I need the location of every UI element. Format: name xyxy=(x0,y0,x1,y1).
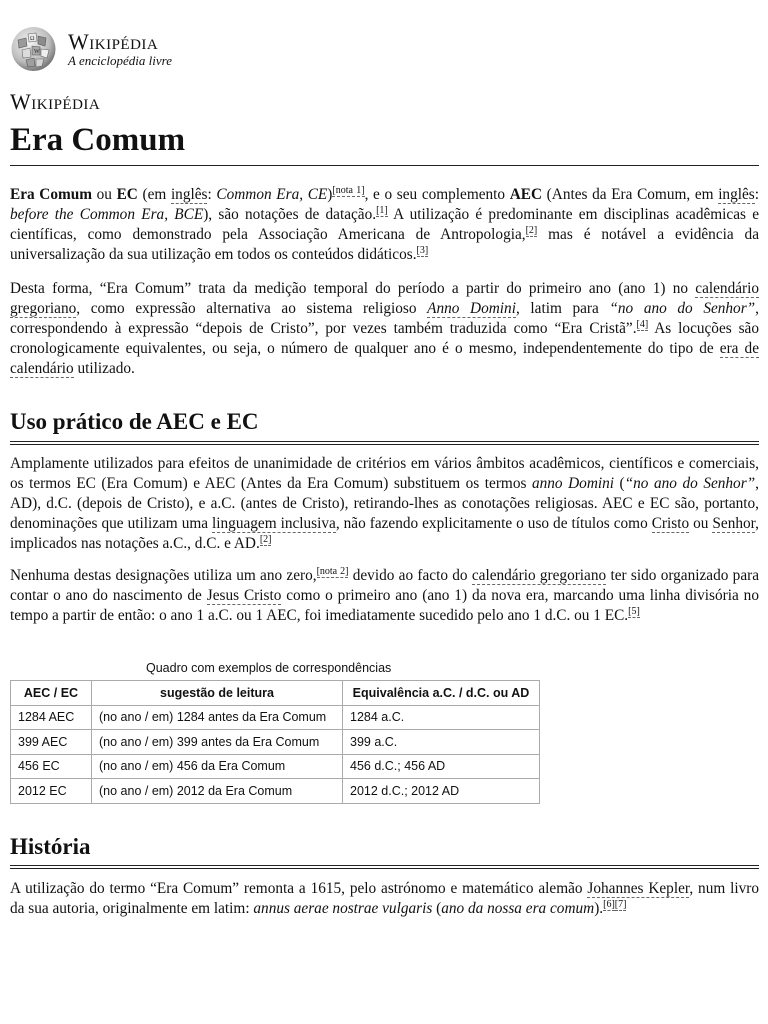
table-cell: (no ano / em) 399 antes da Era Comum xyxy=(92,730,343,755)
citation-ref[interactable]: [6] xyxy=(603,898,615,910)
text: (em xyxy=(137,186,171,203)
table-cell: 2012 d.C.; 2012 AD xyxy=(343,779,540,804)
text-italic: Common Era, CE xyxy=(216,186,328,203)
title-divider xyxy=(10,165,759,166)
column-header: sugestão de leitura xyxy=(92,681,343,706)
text: ) xyxy=(327,186,333,203)
link-ingles[interactable]: inglês xyxy=(718,186,755,203)
text: como o primeiro ano (ano 1) da nova era, marcando uma linha divisória no tempo a partir de então: o ano 1 a.C. ou 1 AEC, foi imediatamente sucedido pelo ano 1 d.C. ou 1 EC. xyxy=(10,587,759,624)
table-cell: (no ano / em) 2012 da Era Comum xyxy=(92,779,343,804)
text: Amplamente utilizados para efeitos de unanimidade de critérios em vários âmbitos acadêmicos, científicos e comerciais, os termos EC (Era Comum) e AEC (Antes da Era Comum) substituem os termos xyxy=(10,455,759,492)
text: ter sido organizado para contar o ano do nascimento de xyxy=(10,567,759,604)
term-aec: AEC xyxy=(509,186,543,203)
text: utilizado. xyxy=(73,360,135,377)
section-heading-historia: História xyxy=(10,834,91,859)
text-italic: before the Common Era, BCE xyxy=(10,206,204,223)
text: , como expressão alternativa ao sistema religioso xyxy=(76,300,428,317)
text: , não fazendo explicitamente o uso de títulos como xyxy=(335,515,652,532)
table-cell: 2012 EC xyxy=(11,779,92,804)
text-italic: “no ano do Senhor” xyxy=(609,300,756,317)
text: , AD), d.C. (depois de Cristo), e a.C. (antes de Cristo), retirando-lhes as conotações religiosas. AEC e EC são, portanto, denominações que utilizam uma xyxy=(10,475,759,532)
text: : xyxy=(207,186,217,203)
citation-ref[interactable]: [2] xyxy=(259,533,272,545)
text: Nenhuma destas designações utiliza um ano zero, xyxy=(10,567,317,584)
table-cell: (no ano / em) 1284 antes da Era Comum xyxy=(92,705,343,730)
text: , latim para xyxy=(515,300,610,317)
citation-ref[interactable]: [7] xyxy=(614,898,627,910)
text: (Antes da Era Comum, em xyxy=(542,186,719,203)
text: , num livro da sua autoria, originalmente em latim: xyxy=(10,880,759,917)
link-era-de-calendario[interactable]: era de calendário xyxy=(10,340,759,377)
citation-ref[interactable]: [1] xyxy=(376,204,388,216)
section2-paragraph-1 xyxy=(10,879,759,919)
link-cristo[interactable]: Cristo xyxy=(651,515,690,532)
term-ec: EC xyxy=(116,186,138,203)
citation-ref[interactable]: [3] xyxy=(416,244,429,256)
intro-paragraph-1 xyxy=(10,185,759,265)
citation-ref[interactable]: [2] xyxy=(525,224,538,236)
text: devido ao facto do xyxy=(348,567,472,584)
table-cell: 399 AEC xyxy=(11,730,92,755)
header-wordmark: Wikipédia xyxy=(10,89,101,114)
note-ref[interactable]: [nota 2] xyxy=(316,565,349,577)
table-row xyxy=(11,730,540,755)
text: ou xyxy=(689,515,713,532)
table-caption: Quadro com exemplos de correspondências xyxy=(146,661,392,675)
section1-paragraph-1 xyxy=(10,454,759,554)
table-header-row xyxy=(11,681,540,706)
table-cell: 1284 a.C. xyxy=(343,705,540,730)
section1-paragraph-2 xyxy=(10,566,759,626)
text: , correspondendo à expressão “depois de Cristo”, por vezes também traduzida como “Era Cristã”. xyxy=(10,300,759,337)
link-linguagem-inclusiva[interactable]: linguagem inclusiva xyxy=(212,515,336,532)
intro-paragraph-2 xyxy=(10,279,759,379)
citation-ref[interactable]: [5] xyxy=(628,605,640,617)
text: : xyxy=(754,186,759,203)
link-johannes-kepler[interactable]: Johannes Kepler xyxy=(587,880,690,897)
table-row xyxy=(11,705,540,730)
table-cell: (no ano / em) 456 da Era Comum xyxy=(92,754,343,779)
table-cell: 399 a.C. xyxy=(343,730,540,755)
citation-ref[interactable]: [4] xyxy=(636,318,649,330)
link-jesus-cristo[interactable]: Jesus Cristo xyxy=(206,587,282,604)
wikipedia-globe-icon xyxy=(10,26,57,72)
section-divider xyxy=(10,441,759,445)
logo-tagline: A enciclopédia livre xyxy=(68,53,172,68)
link-ingles[interactable]: inglês xyxy=(170,186,208,203)
table-row xyxy=(11,754,540,779)
link-calendario-gregoriano[interactable]: calendário gregoriano xyxy=(10,280,759,317)
text: A utilização do termo “Era Comum” remonta a 1615, pelo astrónomo e matemático alemão xyxy=(10,880,588,897)
term-era-comum: Era Comum xyxy=(10,186,92,203)
text: Desta forma, “Era Comum” trata da medição temporal do período a partir do primeiro ano (ano 1) no xyxy=(10,280,696,297)
text: ( xyxy=(432,900,442,917)
text: , e o seu complemento xyxy=(364,186,510,203)
text-italic: anno Domini xyxy=(531,475,615,492)
link-anno-domini[interactable]: Anno Domini xyxy=(427,300,516,317)
section-heading-uso-pratico: Uso prático de AEC e EC xyxy=(10,409,259,434)
note-ref[interactable]: [nota 1] xyxy=(332,184,365,196)
correspondence-table xyxy=(10,680,540,804)
svg-text:Ω: Ω xyxy=(30,36,35,42)
text: A utilização é predominante em disciplinas acadêmicas e científicas, como demonstrado pela Associação Americana de Antropologia, xyxy=(10,206,759,243)
column-header: Equivalência a.C. / d.C. ou AD xyxy=(343,681,540,706)
logo-wordmark: Wikipédia xyxy=(68,29,159,54)
text-italic: annus aerae nostrae vulgaris xyxy=(253,900,433,917)
text-italic: ano da nossa era comum xyxy=(441,900,595,917)
text: mas é notável a evidência da universalização da sua utilização em todos os conteúdos didáticos. xyxy=(10,226,759,263)
text: ( xyxy=(614,475,625,492)
text: , implicados nas notações a.C., d.C. e AD. xyxy=(10,515,759,552)
table-cell: 456 EC xyxy=(11,754,92,779)
text: ), são notações de datação. xyxy=(203,206,377,223)
svg-text:W: W xyxy=(34,49,40,55)
table-cell: 1284 AEC xyxy=(11,705,92,730)
table-row xyxy=(11,779,540,804)
text-italic: “no ano do Senhor” xyxy=(624,475,756,492)
site-logo[interactable] xyxy=(10,26,310,74)
link-calendario-gregoriano[interactable]: calendário gregoriano xyxy=(471,567,607,584)
page-title: Era Comum xyxy=(10,122,186,158)
link-senhor[interactable]: Senhor xyxy=(712,515,756,532)
text: As locuções são cronologicamente equivalentes, ou seja, o número de qualquer ano é o mesmo, independentemente do tipo de xyxy=(10,320,759,357)
section-divider xyxy=(10,865,759,869)
text: ). xyxy=(594,900,604,917)
table-cell: 456 d.C.; 456 AD xyxy=(343,754,540,779)
column-header: AEC / EC xyxy=(11,681,92,706)
text: ou xyxy=(91,186,117,203)
